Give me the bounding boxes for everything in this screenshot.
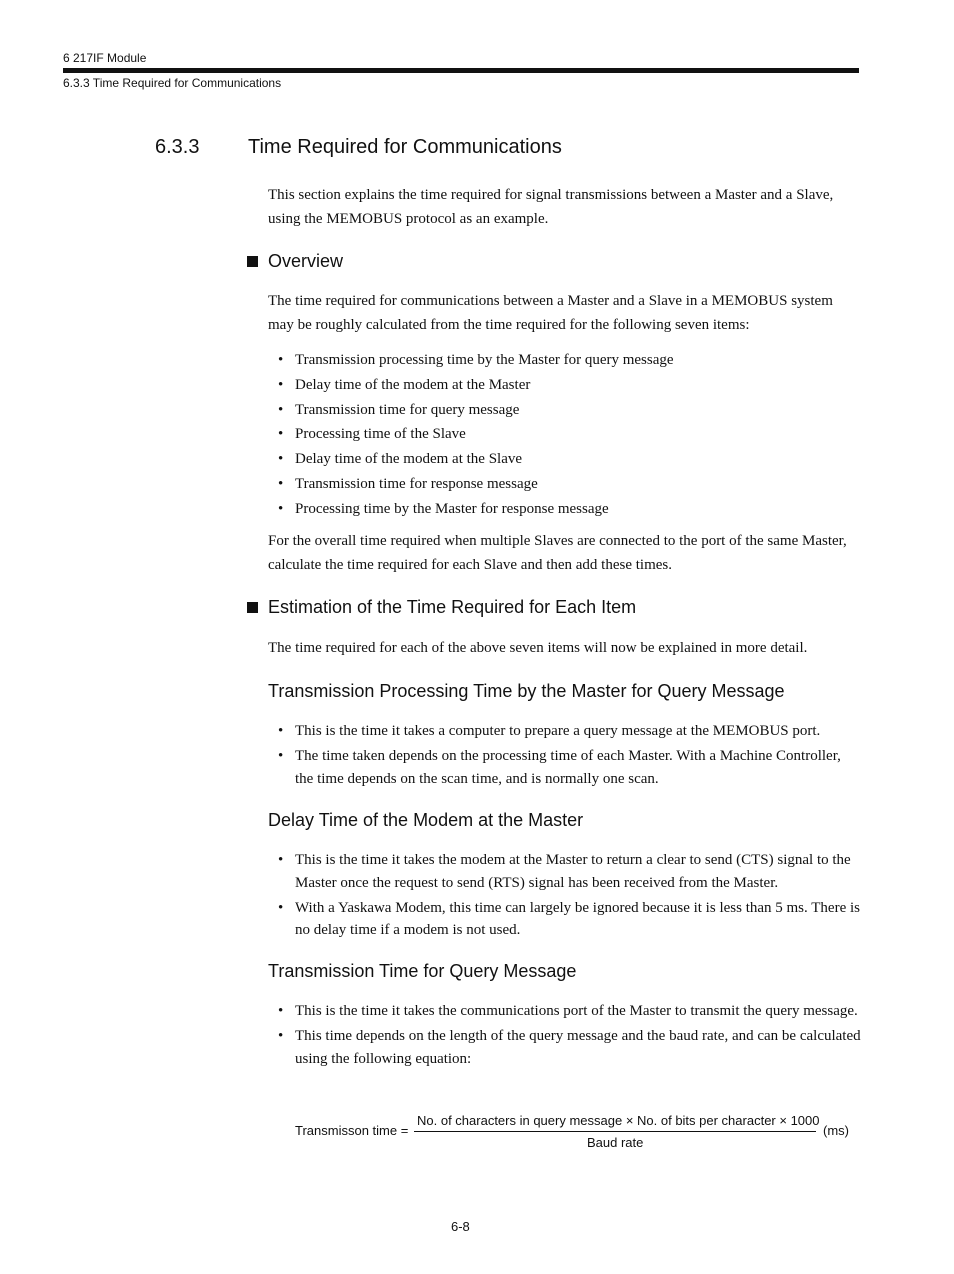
modem-delay-list [278, 849, 862, 942]
overview-paragraph: The time required for communications between a Master and a Slave in a MEMOBUS system may be roughly calculated from the time required for the following seven items: [268, 293, 833, 333]
estimation-heading-text: Estimation of the Time Required for Each Item [268, 597, 637, 617]
section-title: Time Required for Communications [248, 136, 562, 158]
list-item: • Delay time of the modem at the Slave [278, 447, 862, 472]
section-intro: This section explains the time required for signal transmissions between a Master and a Slave, using the MEMOBUS protocol as an example. [268, 187, 834, 227]
bullet-icon: • [278, 852, 284, 868]
estimation-heading [247, 597, 636, 618]
bullet-icon: • [278, 723, 284, 739]
overview-item-list [278, 348, 862, 522]
equation-numerator: No. of characters in query message × No. of bits per character × 1000 [417, 1113, 820, 1128]
overview-closing-paragraph: For the overall time required when multiple Slaves are connected to the port of the same Master, calculate the time required for each Slave and then add these times. [268, 533, 847, 573]
bullet-icon: • [278, 1028, 284, 1044]
bullet-icon: • [278, 475, 284, 492]
list-item: • This is the time it takes the modem at the Master to return a clear to send (CTS) signal to the Master once the request to send (RTS) signal has been received from the Master. [278, 849, 862, 894]
overview-heading-text: Overview [268, 251, 344, 271]
header-rule [63, 68, 859, 73]
estimation-paragraph: The time required for each of the above seven items will now be explained in more detail. [268, 640, 808, 656]
list-item: • Processing time by the Master for response message [278, 497, 862, 522]
query-transmission-heading: Transmission Time for Query Message [268, 961, 577, 981]
list-item: • Delay time of the modem at the Master [278, 373, 862, 398]
list-item: • Transmission time for query message [278, 398, 862, 423]
bullet-icon: • [278, 352, 284, 368]
list-item: • The time taken depends on the processing time of each Master. With a Machine Controller, the time depends on the scan time, and is normally one scan. [278, 745, 862, 790]
list-item: • This is the time it takes the communications port of the Master to transmit the query message. [278, 1000, 862, 1023]
overview-heading [247, 251, 343, 272]
section-number: 6.3.3 [155, 136, 200, 158]
bullet-icon: • [278, 376, 284, 393]
modem-delay-heading: Delay Time of the Modem at the Master [268, 810, 584, 830]
bullet-icon: • [278, 401, 284, 418]
bullet-icon: • [278, 500, 284, 517]
list-item: • Transmission time for response message [278, 472, 862, 497]
transmission-processing-list [278, 720, 862, 790]
list-item: • Processing time of the Slave [278, 422, 862, 447]
list-item: • With a Yaskawa Modem, this time can largely be ignored because it is less than 5 ms. There is no delay time if a modem is not used. [278, 897, 862, 942]
equation-unit: (ms) [823, 1123, 849, 1138]
running-header-chapter: 6 217IF Module [63, 51, 147, 65]
page-number: 6-8 [451, 1219, 470, 1234]
bullet-icon: • [278, 451, 284, 468]
equation-label: Transmisson time = [295, 1123, 409, 1138]
query-transmission-list [278, 1000, 862, 1070]
equation-denominator: Baud rate [587, 1135, 644, 1150]
bullet-icon: • [278, 426, 284, 443]
fraction-bar [414, 1131, 816, 1132]
transmission-time-equation [295, 1110, 855, 1154]
bullet-icon: • [278, 748, 284, 764]
square-bullet-icon [247, 256, 258, 267]
list-item: • This is the time it takes a computer to prepare a query message at the MEMOBUS port. [278, 720, 862, 743]
running-header-section: 6.3.3 Time Required for Communications [63, 76, 282, 90]
square-bullet-icon [247, 602, 258, 613]
list-item: • Transmission processing time by the Master for query message [278, 348, 862, 373]
bullet-icon: • [278, 899, 284, 916]
list-item: • This time depends on the length of the query message and the baud rate, and can be calculated using the following equation: [278, 1025, 862, 1070]
transmission-processing-heading: Transmission Processing Time by the Master for Query Message [268, 681, 785, 701]
bullet-icon: • [278, 1003, 284, 1019]
